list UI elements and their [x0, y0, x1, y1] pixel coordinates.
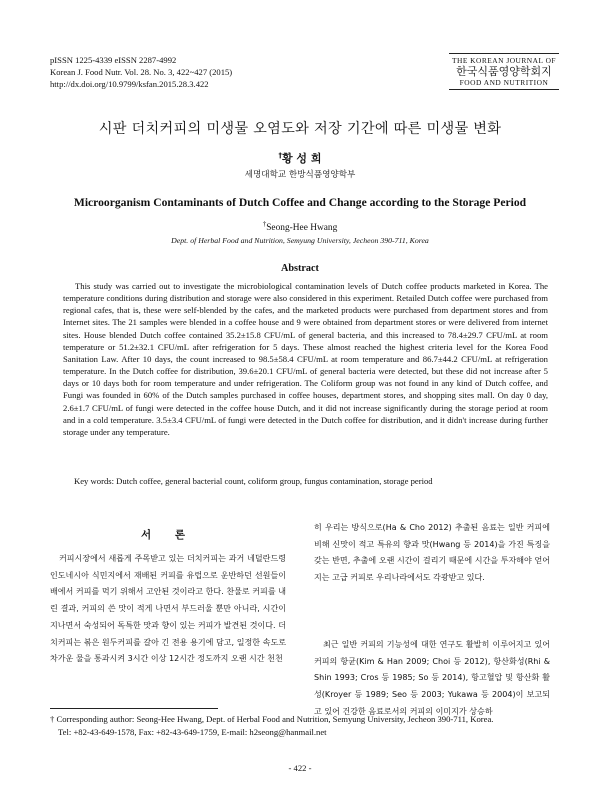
- intro-paragraph-right-2: 최근 일반 커피의 기능성에 대한 연구도 활발히 이루어지고 있어 커피의 항균(Kim & Han 2009; Choi 등 2012), 항산화성(Rhi & Shin 1993; Cros 등 1985; So 등 2014), 항고혈압 및 항산화 활성(Kroyer 등 1989; Seo 등 2003; Yukawa 등 2004)이 보고되고 있어 건강한 음료로서의 커피의 이미지가 상승하: [314, 640, 550, 716]
- author-korean-name: 황 성 희: [281, 152, 322, 165]
- footnote-line-1: † Corresponding author: Seong-Hee Hwang, Dept. of Herbal Food and Nutrition, Semyung University, Jecheon 390-711, Korea.: [50, 714, 494, 724]
- logo-top-rule: [449, 53, 559, 54]
- citation-line: Korean J. Food Nutr. Vol. 28. No. 3, 422~427 (2015): [50, 67, 233, 77]
- intro-paragraph-left: 커피시장에서 새롭게 주목받고 있는 더치커피는 과거 네덜란드령 인도네시아 식민지에서 재배된 커피를 유럽으로 운반하던 선원들이 배에서 커피를 먹기 위해서 고안된 것이라고 한다. 찬물로 커피를 내린 결과, 커피의 쓴 맛이 적게 나면서 부드러울 뿐만 아니라, 시간이 지나면서 숙성되어 독특한 맛과 향이 있는 커피가 발견된 것이다. 더치커피는 볶은 원두커피를 갈아 긴 전용 용기에 담고, 일정한 속도로 차가운 물을 통과시켜 3시간 이상 12시간 정도까지 오랜 시간 천천: [50, 554, 286, 664]
- corresponding-footnote: [50, 713, 493, 739]
- abstract-heading: Abstract: [281, 263, 319, 274]
- journal-logo: [449, 52, 559, 91]
- doi-link[interactable]: http://dx.doi.org/10.9799/ksfan.2015.28.3.422: [50, 79, 209, 89]
- intro-paragraph-right-1: 히 우리는 방식으로(Ha & Cho 2012) 추출된 음료는 일반 커피에 비해 신맛이 적고 특유의 향과 맛(Hwang 등 2014)을 가진 특징을 갖는 반면, 추출에 오랜 시간이 걸리기 때문에 시간을 투자해야 얻어지는 고급 커피로 우리나라에서도 각광받고 있다.: [314, 523, 550, 583]
- journal-logo-korean: 한국식품영양학회지: [456, 65, 552, 78]
- author-english-name: Seong-Hee Hwang: [266, 223, 338, 234]
- abstract-text: This study was carried out to investigate the microbiological contamination levels of Dutch coffee products marketed in Korea. The temperature conditions during distribution and storage were also considered in this experiment. Retailed Dutch coffee were purchased from regional cafes, that is, these were self-blended by the cafes, and the marketed products were purchased from department stores and from Internet sites. The 21 samples were blended in a coffee house and 9 were obtained from department stores or were delivered from internet sites. House blended Dutch coffee contained 35.2±15.8 CFU/mL of general bacteria, and this increased to 78.4±29.7 CFU/mL at room temperature or 51.2±32.1 CFU/mL after refrigeration for 5 days. These almost reached the highest criteria level for the Korea Food Sanitation Law. After 10 days, the count increased to 98.5±58.4 CFU/mL at room temperature and 86.7±44.2 CFU/mL at refrigeration temperature. In the Dutch coffee for distribution, 39.6±20.1 CFU/mL of general bacteria were detected, but these did not increase after 5 days or 10 days both for room temperature and under refrigeration. The Coliform group was not found in any kind of Dutch coffee, and Fungi was founded in 60% of the Dutch samples purchased in coffee houses, department stores, and shopping sites mall. On day 0 day, 2.6±1.7 CFU/mL of fungi were detected in the coffee house Dutch, and it did not increase significantly during the storage period at room and in a cold temperature. 3.5±3.4 CFU/mL of fungi were detected in the Dutch coffee for distribution, and it didn't increase during further storage under any temperature.: [63, 281, 548, 437]
- footnote-divider: [50, 708, 218, 709]
- author-korean: [0, 150, 600, 166]
- author-english: [0, 220, 600, 233]
- title-korean: 시판 더치커피의 미생물 오염도와 저장 기간에 따른 미생물 변화: [98, 121, 502, 137]
- page-number: - 422 -: [288, 763, 312, 773]
- article-metadata: [50, 54, 232, 90]
- title-english: Microorganism Contaminants of Dutch Coffee and Change according to the Storage Period: [73, 196, 527, 209]
- logo-bottom-rule: [449, 89, 559, 90]
- section-heading-introduction: 서 론: [141, 529, 195, 541]
- affiliation-english: Dept. of Herbal Food and Nutrition, Semyung University, Jecheon 390-711, Korea: [171, 236, 429, 245]
- footnote-line-2: Tel: +82-43-649-1578, Fax: +82-43-649-1759, E-mail: h2seong@hanmail.net: [58, 727, 327, 737]
- affiliation-korean: 세명대학교 한방식품영양학부: [244, 170, 356, 180]
- keywords: Key words: Dutch coffee, general bacterial count, coliform group, fungus contamination, storage period: [74, 476, 433, 486]
- journal-logo-line1: THE KOREAN JOURNAL OF: [451, 56, 557, 65]
- issn-line: pISSN 1225-4339 eISSN 2287-4992: [50, 55, 177, 65]
- corresponding-mark: †: [278, 151, 282, 160]
- journal-logo-line3: FOOD AND NUTRITION: [459, 78, 549, 87]
- corresponding-mark: †: [262, 220, 267, 228]
